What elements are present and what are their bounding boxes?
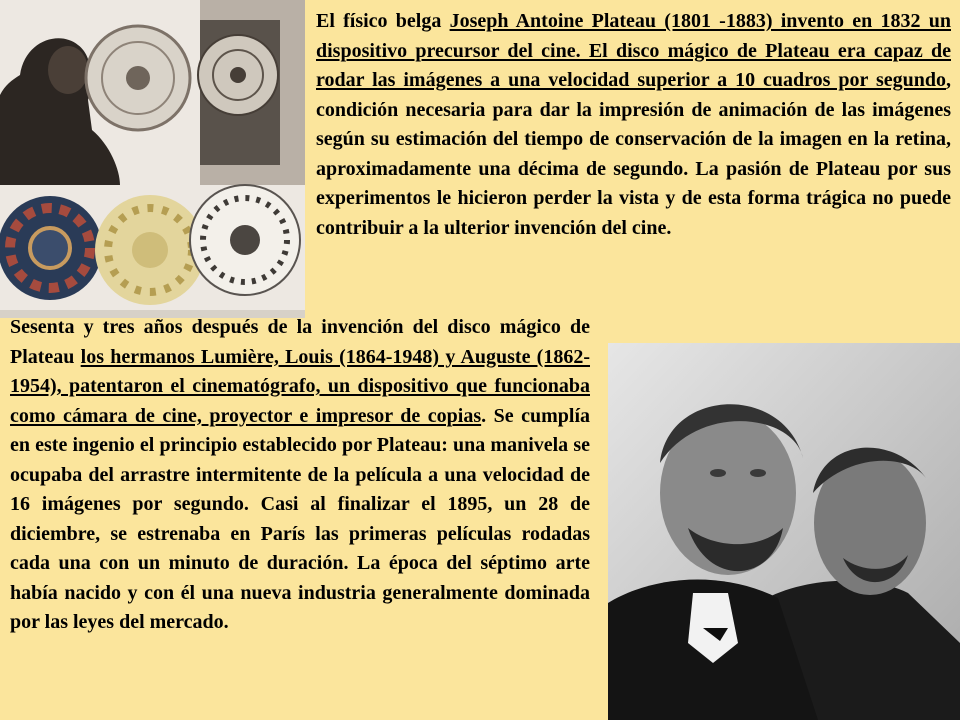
lumiere-rest-text: . Se cumplía en este ingenio el principio establecido por Plateau: una manivela se ocupaba del arrastre intermitente de la película a una velocidad de 16 imágenes por segundo. Casi al finalizar el 1895, un 28 de diciembre, se estrenaba en París las primeras películas rodadas cada una con un minuto de duración. La época del séptimo arte había nacido y con él una nueva industria generalmente dominada por las leyes del mercado.	[10, 404, 590, 633]
plateau-paragraph	[316, 7, 951, 243]
lumiere-paragraph	[10, 313, 590, 638]
lumiere-illustration	[608, 343, 960, 720]
plateau-rest-text: , condición necesaria para dar la impresión de animación de las imágenes según su estimación del tiempo de conservación de la imagen en la retina, aproximadamente una décima de segundo. La pasión de Plateau por sus experimentos le hicieron perder la vista y de esta forma trágica no puede contribuir a la ulterior invención del cine.	[316, 69, 951, 239]
lumiere-brothers-photo	[608, 343, 960, 720]
lumiere-underlined-text: los hermanos Lumière, Louis (1864-1948) y Auguste (1862-1954), patentaron el cinematógrafo, un dispositivo que funcionaba como cámara de cine, proyector e impresor de copias	[10, 345, 590, 427]
plateau-illustration	[0, 0, 305, 318]
plateau-underlined-text: Joseph Antoine Plateau (1801 -1883) invento en 1832 un dispositivo precursor del cine. El disco mágico de Plateau era capaz de rodar las imágenes a una velocidad superior a 10 cuadros por segundo	[316, 10, 951, 91]
lumiere-intro-text: Sesenta y tres años después de la invención del disco mágico de Plateau	[10, 316, 590, 368]
plateau-intro-text: El físico belga	[316, 10, 450, 32]
plateau-disc-photo	[0, 0, 305, 318]
